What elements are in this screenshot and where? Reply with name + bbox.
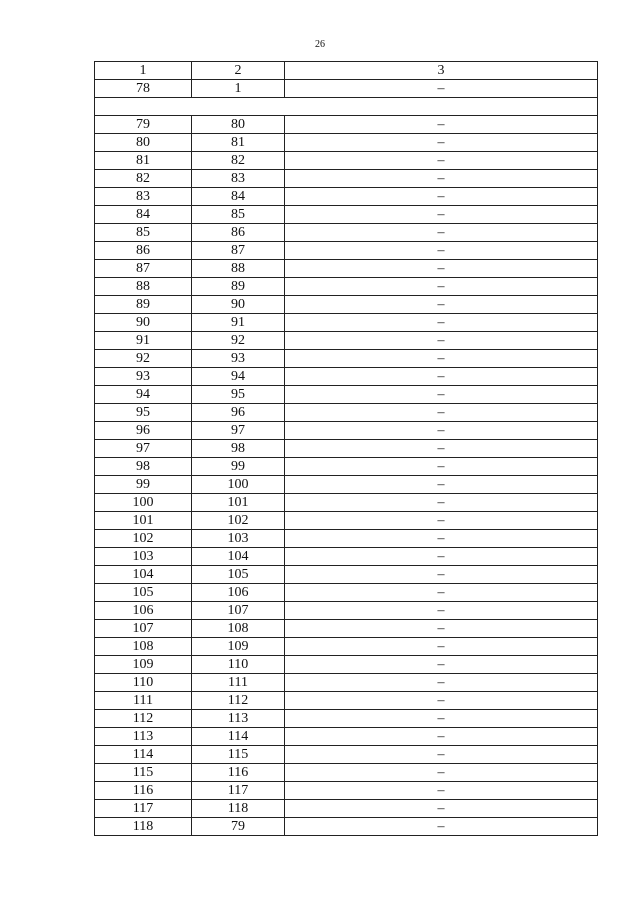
- cell-col3: –: [285, 746, 598, 764]
- cell-col3: –: [285, 278, 598, 296]
- table-row: [95, 692, 598, 710]
- cell-col2: 117: [192, 782, 285, 800]
- cell-col3: –: [285, 386, 598, 404]
- cell-col3: –: [285, 674, 598, 692]
- table-body: [95, 62, 598, 836]
- table-row: [95, 152, 598, 170]
- table-row: [95, 818, 598, 836]
- cell-col1: 97: [95, 440, 192, 458]
- cell-col2: 87: [192, 242, 285, 260]
- cell-col3: –: [285, 206, 598, 224]
- cell-col2: 89: [192, 278, 285, 296]
- table-row: [95, 170, 598, 188]
- cell-col1: 80: [95, 134, 192, 152]
- data-table: [94, 61, 598, 836]
- cell-col3: –: [285, 800, 598, 818]
- cell-col3: –: [285, 512, 598, 530]
- cell-col1: 99: [95, 476, 192, 494]
- cell-col3: –: [285, 152, 598, 170]
- cell-col2: 91: [192, 314, 285, 332]
- cell-col1: 83: [95, 188, 192, 206]
- cell-col2: 98: [192, 440, 285, 458]
- cell-col2: 1: [192, 80, 285, 98]
- cell-col3: –: [285, 530, 598, 548]
- cell-col1: 91: [95, 332, 192, 350]
- cell-col1: 102: [95, 530, 192, 548]
- spacer-cell: [95, 98, 598, 116]
- cell-col3: –: [285, 638, 598, 656]
- cell-col3: –: [285, 440, 598, 458]
- cell-col2: 118: [192, 800, 285, 818]
- cell-col3: –: [285, 620, 598, 638]
- cell-col3: –: [285, 710, 598, 728]
- cell-col1: 106: [95, 602, 192, 620]
- cell-col1: 98: [95, 458, 192, 476]
- cell-col1: 113: [95, 728, 192, 746]
- table-row: [95, 368, 598, 386]
- table-row: [95, 566, 598, 584]
- table-row: [95, 296, 598, 314]
- cell-col1: 105: [95, 584, 192, 602]
- cell-col2: 86: [192, 224, 285, 242]
- header-cell-col1: 1: [95, 62, 192, 80]
- cell-col3: –: [285, 170, 598, 188]
- cell-col2: 111: [192, 674, 285, 692]
- page-number: 26: [315, 39, 325, 50]
- cell-col2: 109: [192, 638, 285, 656]
- cell-col2: 105: [192, 566, 285, 584]
- cell-col3: –: [285, 116, 598, 134]
- cell-col2: 103: [192, 530, 285, 548]
- cell-col1: 116: [95, 782, 192, 800]
- cell-col1: 118: [95, 818, 192, 836]
- cell-col1: 92: [95, 350, 192, 368]
- cell-col2: 110: [192, 656, 285, 674]
- cell-col3: –: [285, 782, 598, 800]
- cell-col1: 108: [95, 638, 192, 656]
- cell-col1: 95: [95, 404, 192, 422]
- cell-col3: –: [285, 350, 598, 368]
- cell-col1: 110: [95, 674, 192, 692]
- table-spacer-row: [95, 98, 598, 116]
- cell-col1: 84: [95, 206, 192, 224]
- table-row: [95, 764, 598, 782]
- table-row: [95, 530, 598, 548]
- table-row-first: [95, 80, 598, 98]
- cell-col2: 83: [192, 170, 285, 188]
- cell-col3: –: [285, 476, 598, 494]
- cell-col1: 103: [95, 548, 192, 566]
- cell-col1: 101: [95, 512, 192, 530]
- cell-col1: 104: [95, 566, 192, 584]
- table-row: [95, 134, 598, 152]
- cell-col3: –: [285, 656, 598, 674]
- cell-col3: –: [285, 818, 598, 836]
- cell-col1: 114: [95, 746, 192, 764]
- header-cell-col3: 3: [285, 62, 598, 80]
- table-row: [95, 584, 598, 602]
- table-row: [95, 422, 598, 440]
- cell-col3: –: [285, 458, 598, 476]
- cell-col1: 100: [95, 494, 192, 512]
- cell-col3: –: [285, 692, 598, 710]
- table-row: [95, 224, 598, 242]
- table-row: [95, 494, 598, 512]
- cell-col1: 115: [95, 764, 192, 782]
- cell-col2: 115: [192, 746, 285, 764]
- table-row: [95, 746, 598, 764]
- cell-col2: 101: [192, 494, 285, 512]
- cell-col3: –: [285, 566, 598, 584]
- table-row: [95, 602, 598, 620]
- table-row: [95, 548, 598, 566]
- cell-col3: –: [285, 584, 598, 602]
- cell-col3: –: [285, 368, 598, 386]
- cell-col3: –: [285, 764, 598, 782]
- table-row: [95, 476, 598, 494]
- table-row: [95, 656, 598, 674]
- header-cell-col2: 2: [192, 62, 285, 80]
- cell-col3: –: [285, 80, 598, 98]
- cell-col3: –: [285, 134, 598, 152]
- table-row: [95, 404, 598, 422]
- cell-col2: 107: [192, 602, 285, 620]
- cell-col2: 84: [192, 188, 285, 206]
- cell-col1: 107: [95, 620, 192, 638]
- table-row: [95, 188, 598, 206]
- table-row: [95, 512, 598, 530]
- table-row: [95, 800, 598, 818]
- table-row: [95, 728, 598, 746]
- table-row: [95, 458, 598, 476]
- table-row: [95, 710, 598, 728]
- cell-col2: 99: [192, 458, 285, 476]
- cell-col3: –: [285, 242, 598, 260]
- cell-col2: 81: [192, 134, 285, 152]
- cell-col2: 85: [192, 206, 285, 224]
- cell-col1: 78: [95, 80, 192, 98]
- cell-col2: 114: [192, 728, 285, 746]
- table-row: [95, 332, 598, 350]
- cell-col1: 109: [95, 656, 192, 674]
- cell-col2: 96: [192, 404, 285, 422]
- cell-col2: 106: [192, 584, 285, 602]
- cell-col3: –: [285, 296, 598, 314]
- cell-col1: 85: [95, 224, 192, 242]
- cell-col3: –: [285, 548, 598, 566]
- cell-col2: 108: [192, 620, 285, 638]
- table-row: [95, 278, 598, 296]
- table-row: [95, 206, 598, 224]
- cell-col1: 90: [95, 314, 192, 332]
- cell-col3: –: [285, 260, 598, 278]
- cell-col1: 93: [95, 368, 192, 386]
- cell-col2: 82: [192, 152, 285, 170]
- cell-col2: 80: [192, 116, 285, 134]
- cell-col2: 113: [192, 710, 285, 728]
- cell-col1: 89: [95, 296, 192, 314]
- cell-col3: –: [285, 314, 598, 332]
- cell-col2: 116: [192, 764, 285, 782]
- cell-col2: 94: [192, 368, 285, 386]
- table-row: [95, 638, 598, 656]
- table-row: [95, 440, 598, 458]
- cell-col1: 112: [95, 710, 192, 728]
- table-row: [95, 386, 598, 404]
- cell-col1: 87: [95, 260, 192, 278]
- table-row: [95, 260, 598, 278]
- cell-col1: 86: [95, 242, 192, 260]
- cell-col1: 81: [95, 152, 192, 170]
- cell-col2: 100: [192, 476, 285, 494]
- table-row: [95, 314, 598, 332]
- table-header-row: [95, 62, 598, 80]
- table-row: [95, 620, 598, 638]
- cell-col3: –: [285, 404, 598, 422]
- cell-col2: 93: [192, 350, 285, 368]
- cell-col2: 95: [192, 386, 285, 404]
- cell-col1: 96: [95, 422, 192, 440]
- table-row: [95, 116, 598, 134]
- cell-col1: 88: [95, 278, 192, 296]
- cell-col3: –: [285, 602, 598, 620]
- cell-col1: 79: [95, 116, 192, 134]
- cell-col2: 112: [192, 692, 285, 710]
- cell-col1: 117: [95, 800, 192, 818]
- cell-col3: –: [285, 728, 598, 746]
- cell-col1: 94: [95, 386, 192, 404]
- cell-col3: –: [285, 224, 598, 242]
- cell-col3: –: [285, 332, 598, 350]
- cell-col2: 102: [192, 512, 285, 530]
- cell-col2: 97: [192, 422, 285, 440]
- cell-col3: –: [285, 422, 598, 440]
- table-row: [95, 242, 598, 260]
- cell-col2: 88: [192, 260, 285, 278]
- cell-col1: 82: [95, 170, 192, 188]
- table-row: [95, 782, 598, 800]
- table-row: [95, 674, 598, 692]
- cell-col3: –: [285, 188, 598, 206]
- cell-col2: 79: [192, 818, 285, 836]
- table-row: [95, 350, 598, 368]
- cell-col1: 111: [95, 692, 192, 710]
- cell-col2: 90: [192, 296, 285, 314]
- cell-col2: 92: [192, 332, 285, 350]
- cell-col3: –: [285, 494, 598, 512]
- cell-col2: 104: [192, 548, 285, 566]
